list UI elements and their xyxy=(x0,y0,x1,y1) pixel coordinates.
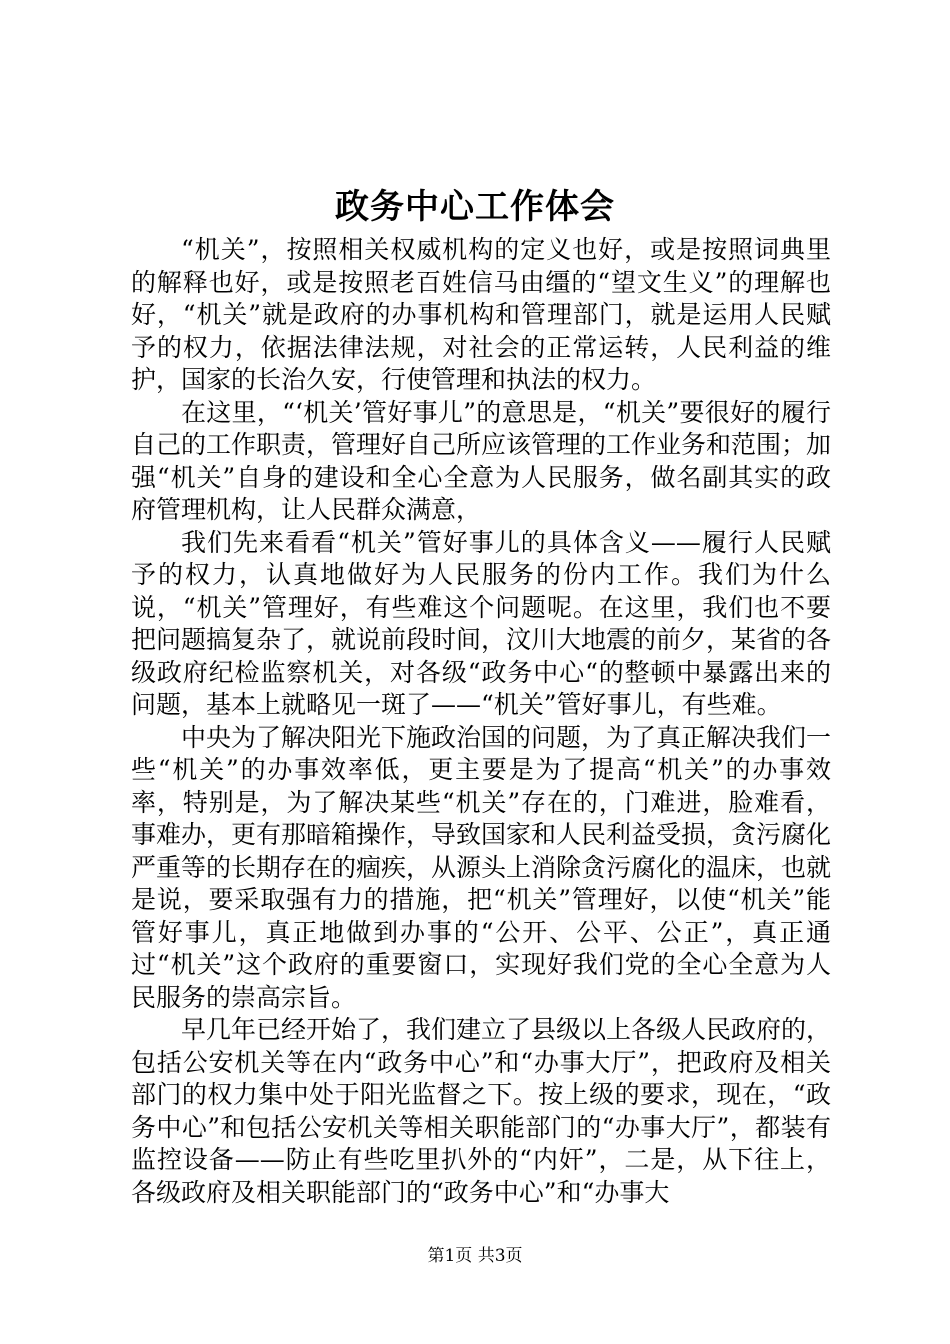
paragraph-4: 中央为了解决阳光下施政治国的问题，为了真正解决我们一些“机关”的办事效率低，更主要是为了提高“机关”的办事效率，特别是，为了解决某些“机关”存在的，门难进，脸难看，事难办，更有那暗箱操作，导致国家和人民利益受损，贪污腐化严重等的长期存在的痼疾，从源头上消除贪污腐化的温床，也就是说，要采取强有力的措施，把“机关”管理好，以使“机关”能管好事儿，真正地做到办事的“公开、公平、公正”，真正通过“机关”这个政府的重要窗口，实现好我们党的全心全意为人民服务的崇高宗旨。 xyxy=(131,722,832,1012)
page-footer: 第1页 共3页 xyxy=(427,1246,523,1266)
paragraph-2: 在这里，“‘机关’管好事儿”的意思是，“机关”要很好的履行自己的工作职责，管理好自己所应该管理的工作业务和范围；加强“机关”自身的建设和全心全意为人民服务，做名副其实的政府管理机构，让人民群众满意， xyxy=(131,397,832,524)
document-body xyxy=(131,234,831,1209)
paragraph-5: 早几年已经开始了，我们建立了县级以上各级人民政府的，包括公安机关等在内“政务中心”和“办事大厅”，把政府及相关部门的权力集中处于阳光监督之下。按上级的要求，现在，“政务中心”和包括公安机关等相关职能部门的“办事大厅”，都装有监控设备——防止有些吃里扒外的“内奸”，二是，从下往上，各级政府及相关职能部门的“政务中心”和“办事大 xyxy=(131,1015,832,1207)
paragraph-1: “机关”，按照相关权威机构的定义也好，或是按照词典里的解释也好，或是按照老百姓信马由缰的“望文生义”的理解也好，“机关”就是政府的办事机构和管理部门，就是运用人民赋予的权力，依据法律法规，对社会的正常运转，人民利益的维护，国家的长治久安，行使管理和执法的权力。 xyxy=(131,235,831,394)
document-title: 政务中心工作体会 xyxy=(335,187,615,227)
paragraph-3: 我们先来看看“机关”管好事儿的具体含义——履行人民赋予的权力，认真地做好为人民服务的份内工作。我们为什么说，“机关”管理好，有些难这个问题呢。在这里，我们也不要把问题搞复杂了，就说前段时间，汶川大地震的前夕，某省的各级政府纪检监察机关，对各级“政务中心“的整顿中暴露出来的问题，基本上就略见一斑了——“机关”管好事儿，有些难。 xyxy=(131,527,832,719)
